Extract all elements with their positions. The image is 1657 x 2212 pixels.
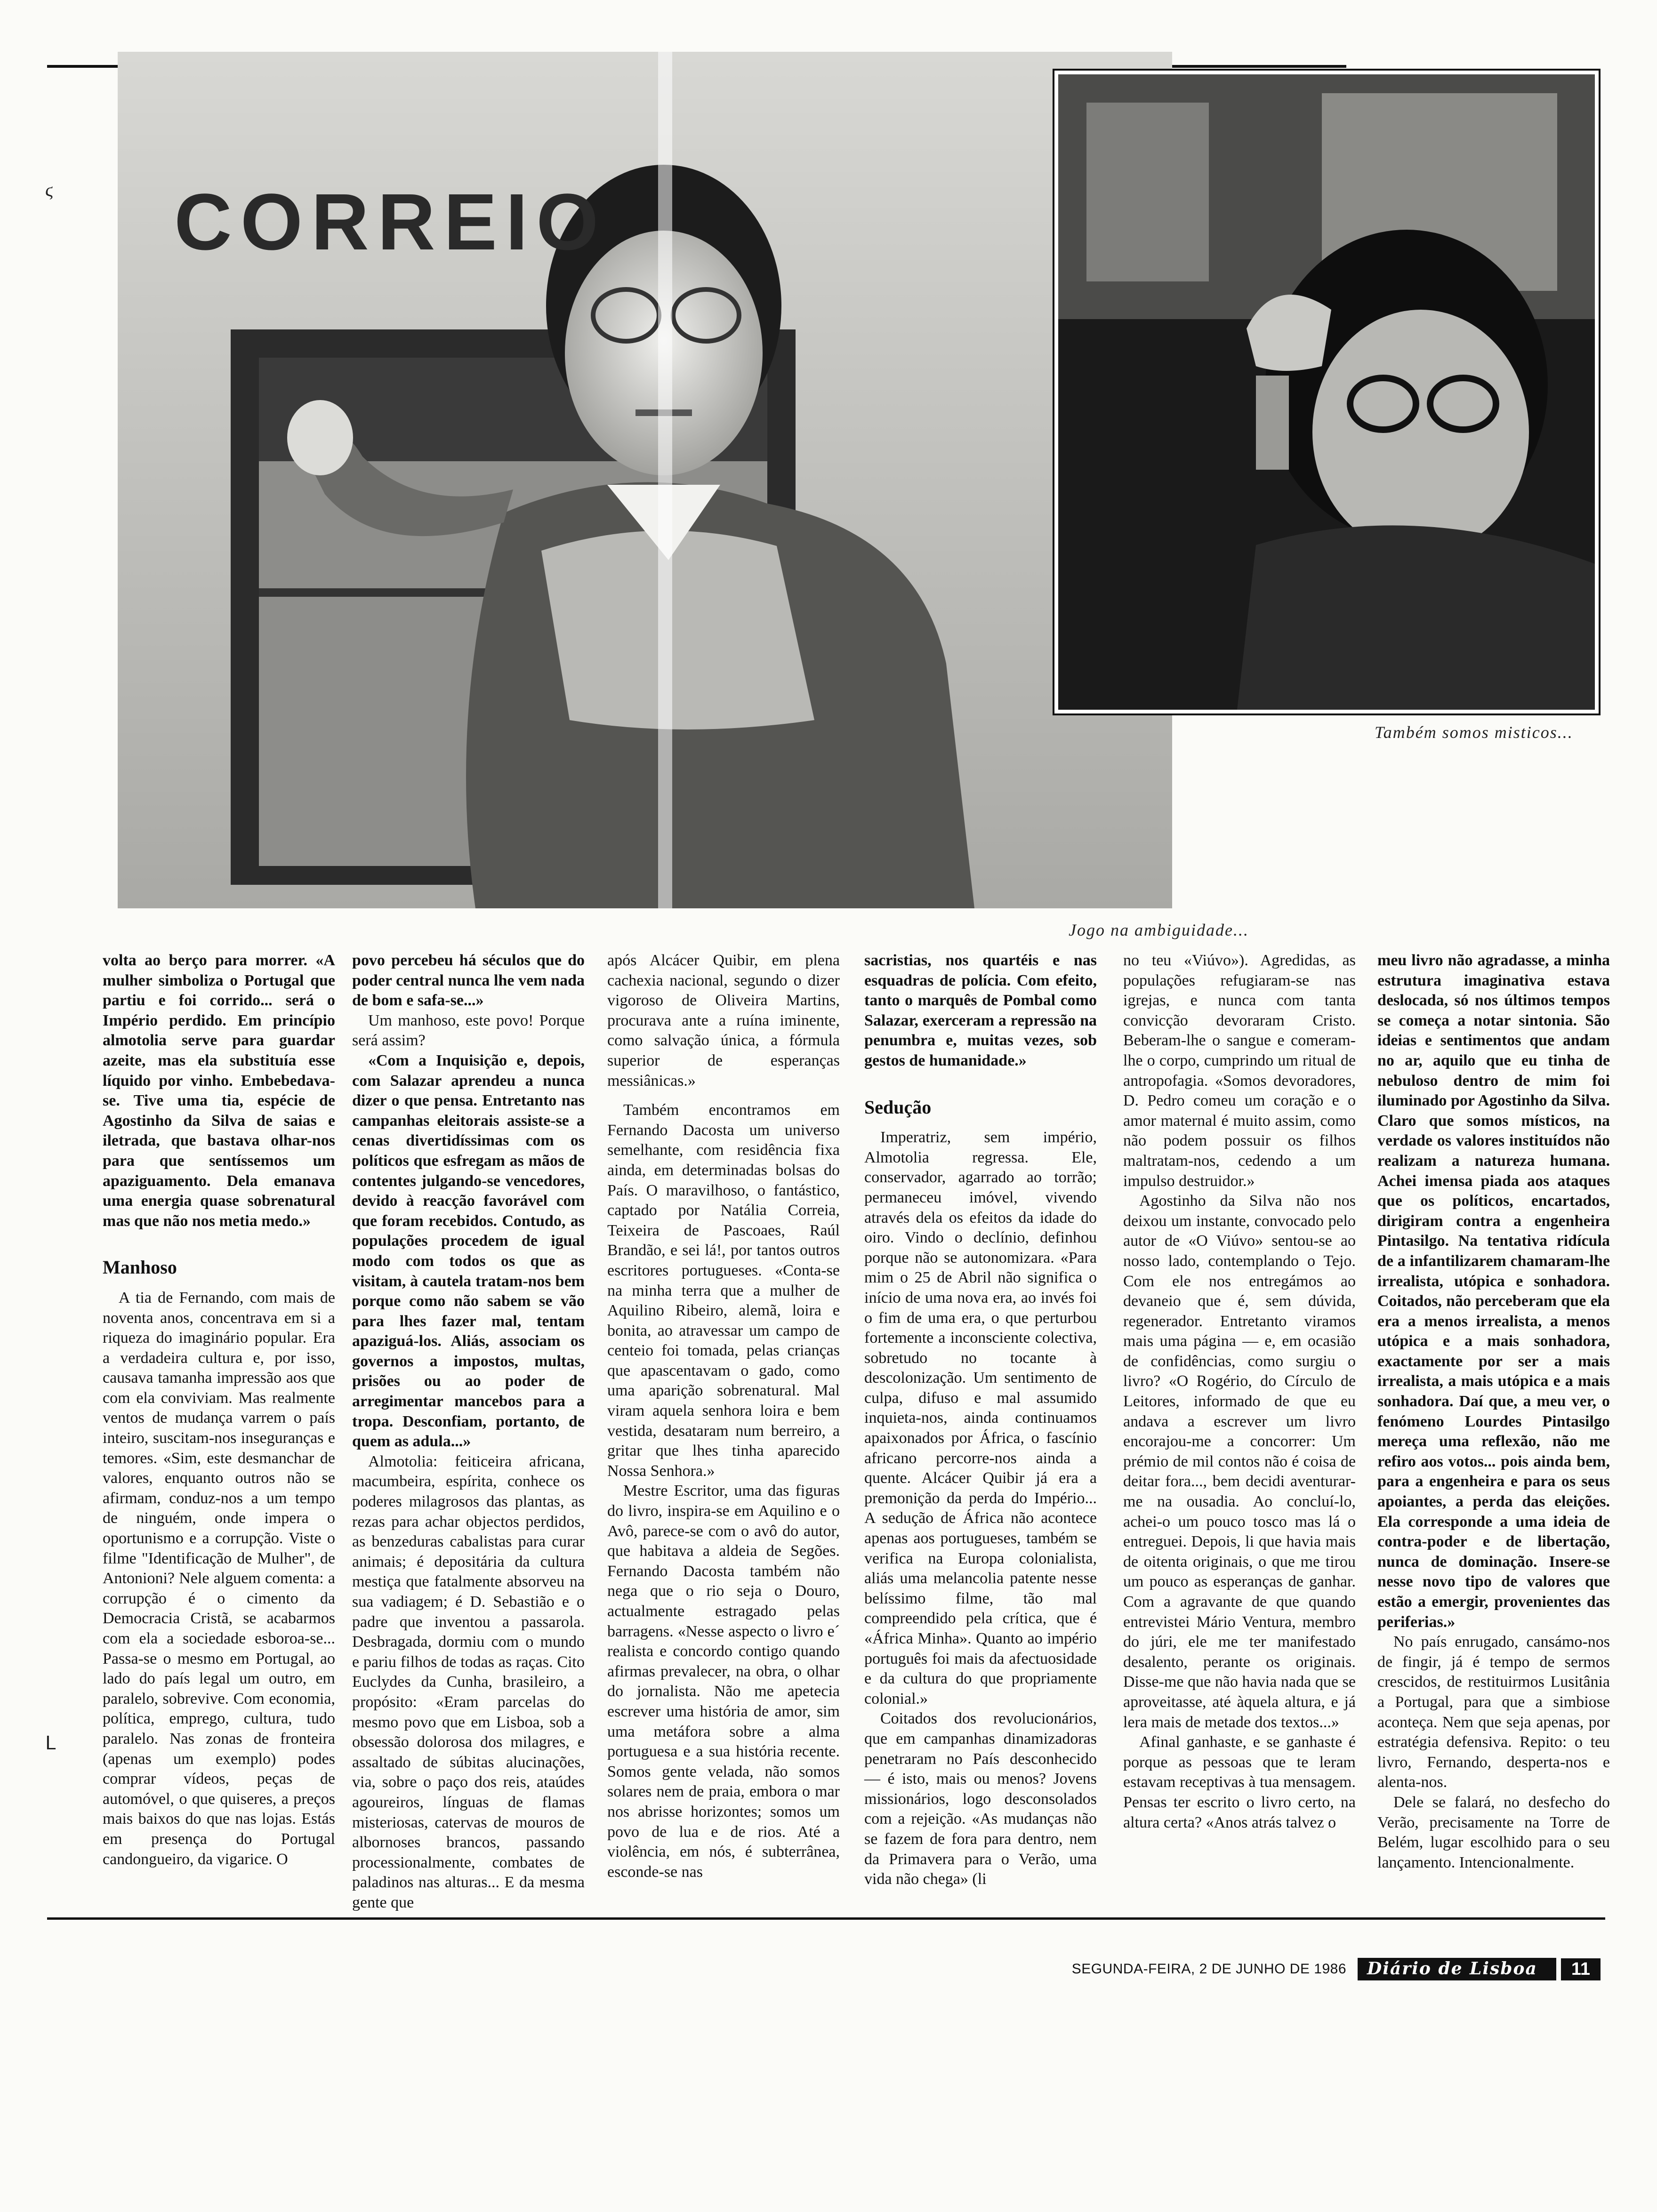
article-paragraph: no teu «Viúvo»). Agredidas, as populações refugiaram-se nas igrejas, e nunca com tanta convicção devoraram Cristo. Beberam-lhe o sangue e comeram-lhe o corpo, cumprindo um ritual de antropofagia. «Somos devoradores, D. Pedro comeu um coração e o amor maternal é muito assim, como não podem possuir os filhos maltratam-nos, cedendo a um impulso destruidor.» bbox=[1123, 952, 1356, 1190]
article-paragraph: povo percebeu há séculos que do poder central nunca lhe vem nada de bom e safa-se...» bbox=[352, 952, 585, 1010]
article-paragraph: Almotolia: feiticeira africana, macumbeira, espírita, conhece os poderes milagrosos das plantas, as rezas para achar objectos perdidos, as benzeduras cabalistas para curar animais; é depositária da cultura mestiça que fatalmente absorveu na sua vadiagem; é D. Sebastião e o padre que inventou a passarola. Desbragada, dormiu com o mundo e pariu filhos de todas as raças. Cito Euclydes da Cunha, brasileiro, a propósito: «Eram parcelas do mesmo povo que em Lisboa, sob a obsessão dolorosa dos milagres, e assaltado de súbitas alucinações, via, sobre o paço dos reis, ataúdes agoureiros, línguas de flamas misteriosas, catervas de mouros de albornoses brancos, passando processionalmente, combates de paladinos nas alturas... E da mesma gente que bbox=[352, 1452, 585, 1911]
article-column-3 bbox=[607, 951, 840, 1892]
article-paragraph: Agostinho da Silva não nos deixou um instante, convocado pelo autor de «O Viúvo» sentou-se ao nosso lado, contemplando o Tejo. Com ele nos entregámos ao devaneio que é, sem dúvida, regenerador. Entretanto viramos mais uma página — e, em ocasião de confidências, como surgiu o livro? «O Rogério, do Círculo de Leitores, informado de que eu andava a escrever um livro encorajou-me a concorrer: Um prémio de mil contos não é coisa de deitar fora..., bem decidi aventurar-me na ousadia. Ao concluí-lo, achei-o um pouco tosco mas lá o entreguei. Depois, li que havia mais de oitenta originais, o que me tirou um pouco as esperanças de ganhar. Com a agravante de que quando entrevistei Mário Ventura, membro do júri, ele me ter manifestado desalento, perante os originais. Disse-me que não havia nada que se aproveitasse, até àquela altura, e já lera mais de metade dos textos...» bbox=[1123, 1192, 1356, 1731]
inset-photo-caption: Também somos misticos... bbox=[1375, 723, 1573, 742]
article-column-6 bbox=[1377, 951, 1610, 1892]
article-paragraph: A tia de Fernando, com mais de noventa anos, concentrava em si a riqueza do imaginário popular. Era a verdadeira cultura e, por isso, causava tamanha impressão aos que com ela conviviam. Mas realmente ventos de mudança varrem o país inteiro, suscitam-nos inseguranças e temores. «Sim, este desmanchar de valores, enquanto outros não se afirmam, conduz-nos a um tempo de ninguém, onde impera o oportunismo e a corrupção. Viste o filme "Identificação de Mulher", de Antonioni? Nele alguem comenta: a corrupção é o cimento da Democracia Cristã, se acabarmos com ela a sociedade esboroa-se... Passa-se o mesmo em Portugal, ao lado do país legal um outro, em paralelo, sobrevive. Com economia, política, emprego, cultura, tudo paralelo. Nas zonas de fronteira (apenas um exemplo) podes comprar vídeos, peças de automóvel, o que quiseres, a preços mais baixos do que nas lojas. Estás em presença do Portugal candongueiro, da vigarice. O bbox=[103, 1289, 335, 1868]
article-column-4 bbox=[864, 951, 1097, 1892]
inset-photo-image bbox=[1058, 74, 1595, 710]
inset-photo bbox=[1054, 71, 1599, 713]
page-footer bbox=[753, 1956, 1601, 1982]
article-column-5 bbox=[1123, 951, 1356, 1892]
article-paragraph: Também encontramos em Fernando Dacosta um universo semelhante, com residência fixa ainda, em determinadas bolsas do País. O maravilhoso, o fantástico, captado por Natália Correia, Teixeira de Pascoaes, Raúl Brandão, e sei lá!, por tantos outros escritores portugueses. «Conta-se na minha terra que a mulher de Aquilino Ribeiro, alemã, loira e bonita, ao atravessar um campo de centeio foi tomada, pelas crianças que apascentavam o gado, como uma aparição sobrenatural. Mal viram aquela senhora loira e bem vestida, desataram num berreiro, a gritar que lhes tinha aparecido Nossa Senhora.» bbox=[607, 1101, 840, 1480]
section-heading: Sedução bbox=[864, 1096, 932, 1118]
article-paragraph: Um manhoso, este povo! Porque será assim? bbox=[352, 1011, 585, 1050]
newspaper-masthead: Diário de Lisboa bbox=[1358, 1958, 1556, 1980]
main-photo-caption: Jogo na ambiguidade... bbox=[1069, 921, 1249, 939]
article-column-1 bbox=[103, 951, 335, 1892]
page-number: 11 bbox=[1561, 1958, 1601, 1980]
main-photo-image bbox=[118, 52, 1172, 908]
section-heading: Manhoso bbox=[103, 1257, 177, 1278]
article-paragraph: Dele se falará, no desfecho do Verão, precisamente na Torre de Belém, lugar escolhido para o seu lançamento. Intencionalmente. bbox=[1377, 1793, 1610, 1871]
article-paragraph: Afinal ganhaste, e se ganhaste é porque as pessoas que te leram estavam receptivas à tua mensagem. Pensas ter escrito o livro certo, na altura certa? «Anos atrás talvez o bbox=[1123, 1733, 1356, 1831]
article-paragraph: Mestre Escritor, uma das figuras do livro, inspira-se em Aquilino e o Avô, parece-se com o avô do autor, que habitava a aldeia de Segões. Fernando Dacosta também não nega que o rio seja o Douro, actualmente estragado pelas barragens. «Nesse aspecto o livro e´ realista e concordo contigo quando afirmas prevalecer, na obra, o olhar do jornalista. Não me apetecia escrever uma história de amor, sim uma metáfora sobre a alma portuguesa e a sua história recente. Somos gente velada, não somos solares nem de praia, embora o mar nos abrisse horizontes; somos um povo de lua e de rios. Até a violência, em nós, é subterrânea, esconde-se nas bbox=[607, 1482, 840, 1881]
margin-mark: ᒪ bbox=[45, 1732, 56, 1754]
wall-lettering: CORREIO bbox=[174, 177, 607, 267]
bottom-rule bbox=[47, 1917, 1605, 1920]
article-paragraph: No país enrugado, cansámo-nos de fingir, já é tempo de sermos crescidos, de restituirmos Lusitânia a Portugal, para que a simbiose aconteça. Nem que seja apenas, por estratégia defensiva. Repito: o teu livro, Fernando, desperta-nos e alenta-nos. bbox=[1377, 1633, 1610, 1791]
margin-mark: ϛ bbox=[45, 179, 53, 200]
issue-date: SEGUNDA-FEIRA, 2 DE JUNHO DE 1986 bbox=[1071, 1961, 1347, 1977]
article-paragraph: meu livro não agradasse, a minha estrutura imaginativa estava deslocada, só nos últimos tempos se começa a notar sintonia. São ideias e sentimentos que andam no ar, aquilo que eu tinha de nebuloso dentro de mim foi iluminado por Agostinho da Silva. Claro que somos místicos, na verdade os valores instituídos não realizam a natureza humana. Achei imensa piada aos ataques que os políticos, encartados, dirigiram contra a engenheira Pintasilgo. Na tentativa ridícula de a infantilizarem chamaram-lhe irrealista, utópica e sonhadora. Coitados, não perceberam que ela era a menos irrealista, a menos utópica e a mais sonhadora, exactamente por ser a mais irrealista, a mais utópica e a mais sonhadora. Daí que, a meu ver, o fenómeno Lourdes Pintasilgo mereça uma reflexão, não me refiro aos votos... pois ainda bem, para a engenheira e para os seus apoiantes, a perda das eleições. Ela corresponde a uma ideia de contra-poder e de libertação, nunca de dominação. Insere-se nesse novo tipo de valores que estão a emergir, provenientes das periferias.» bbox=[1377, 952, 1610, 1631]
article-paragraph: Coitados dos revolucionários, que em campanhas dinamizadoras penetraram no País desconhecido — é isto, mais ou menos? Jovens missionários, logo desconsolados com a rejeição. «As mudanças não se fazem de fora para dentro, nem da Primavera para o Verão, uma vida não chega» (li bbox=[864, 1710, 1097, 1888]
article-paragraph: após Alcácer Quibir, em plena cachexia nacional, segundo o dizer vigoroso de Oliveira Martins, procurava ante a ruína iminente, como salvação única, a fórmula superior de esperanças messiânicas.» bbox=[607, 952, 840, 1090]
main-photo bbox=[118, 52, 1172, 908]
article-paragraph: sacristias, nos quartéis e nas esquadras de polícia. Com efeito, tanto o marquês de Pombal como Salazar, exerceram a repressão na penumbra e, muitas vezes, sob gestos de humanidade.» bbox=[864, 952, 1097, 1069]
article-paragraph: volta ao berço para morrer. «A mulher simboliza o Portugal que partiu e foi corrido... será o Império perdido. Em princípio almotolia serve para guardar azeite, mas ela substituía esse líquido por vinho. Embebedava-se. Tive uma tia, espécie de Agostinho da Silva de saias e iletrada, que bastava olhar-nos para que sentíssemos um apaziguamento. Dela emanava uma energia quase sobrenatural mas que não nos metia medo.» bbox=[103, 952, 335, 1230]
article-column-2 bbox=[352, 951, 585, 1911]
article-paragraph: Imperatriz, sem império, Almotolia regressa. Ele, conservador, agarrado ao torrão; permaneceu imóvel, vivendo através dela os efeitos da idade do oiro. Vindo o declínio, definhou porque não se autonomizara. «Para mim o 25 de Abril não significa o início de uma nova era, ao invés foi o fim de uma era, o que perturbou fortemente a inconsciente colectiva, sobretudo no tocante à descolonização. Um sentimento de culpa, difuso e mal assumido inquieta-nos, ainda continuamos apaixonados por África, o fascínio africano percorre-nos ainda a quente. Alcácer Quibir já era a premonição da perda do Império... A sedução de África não acontece apenas aos portugueses, também se verifica na Europa colonialista, aliás uma melancolia patente nesse belíssimo filme, tão mal compreendido pela crítica, que é «África Minha». Quanto ao império português foi mais da afectuosidade e da cultura do que propriamente colonial.» bbox=[864, 1129, 1097, 1707]
article-paragraph: «Com a Inquisição e, depois, com Salazar aprendeu a nunca dizer o que pensa. Entretanto nas campanhas eleitorais assiste-se a cenas divertidíssimas com os políticos que esfregam as mãos de contentes julgando-se vencedores, devido à reacção favorável com que foram recebidos. Contudo, as populações procedem de igual modo com todos os que as visitam, à cautela tratam-nos bem porque como não sabem se vão para lhes fazer mal, tentam apaziguá-los. Aliás, associam os governos a impostos, multas, prisões ou ao poder de arregimentar mancebos para a tropa. Desconfiam, portanto, de quem as adula...» bbox=[352, 1051, 585, 1451]
